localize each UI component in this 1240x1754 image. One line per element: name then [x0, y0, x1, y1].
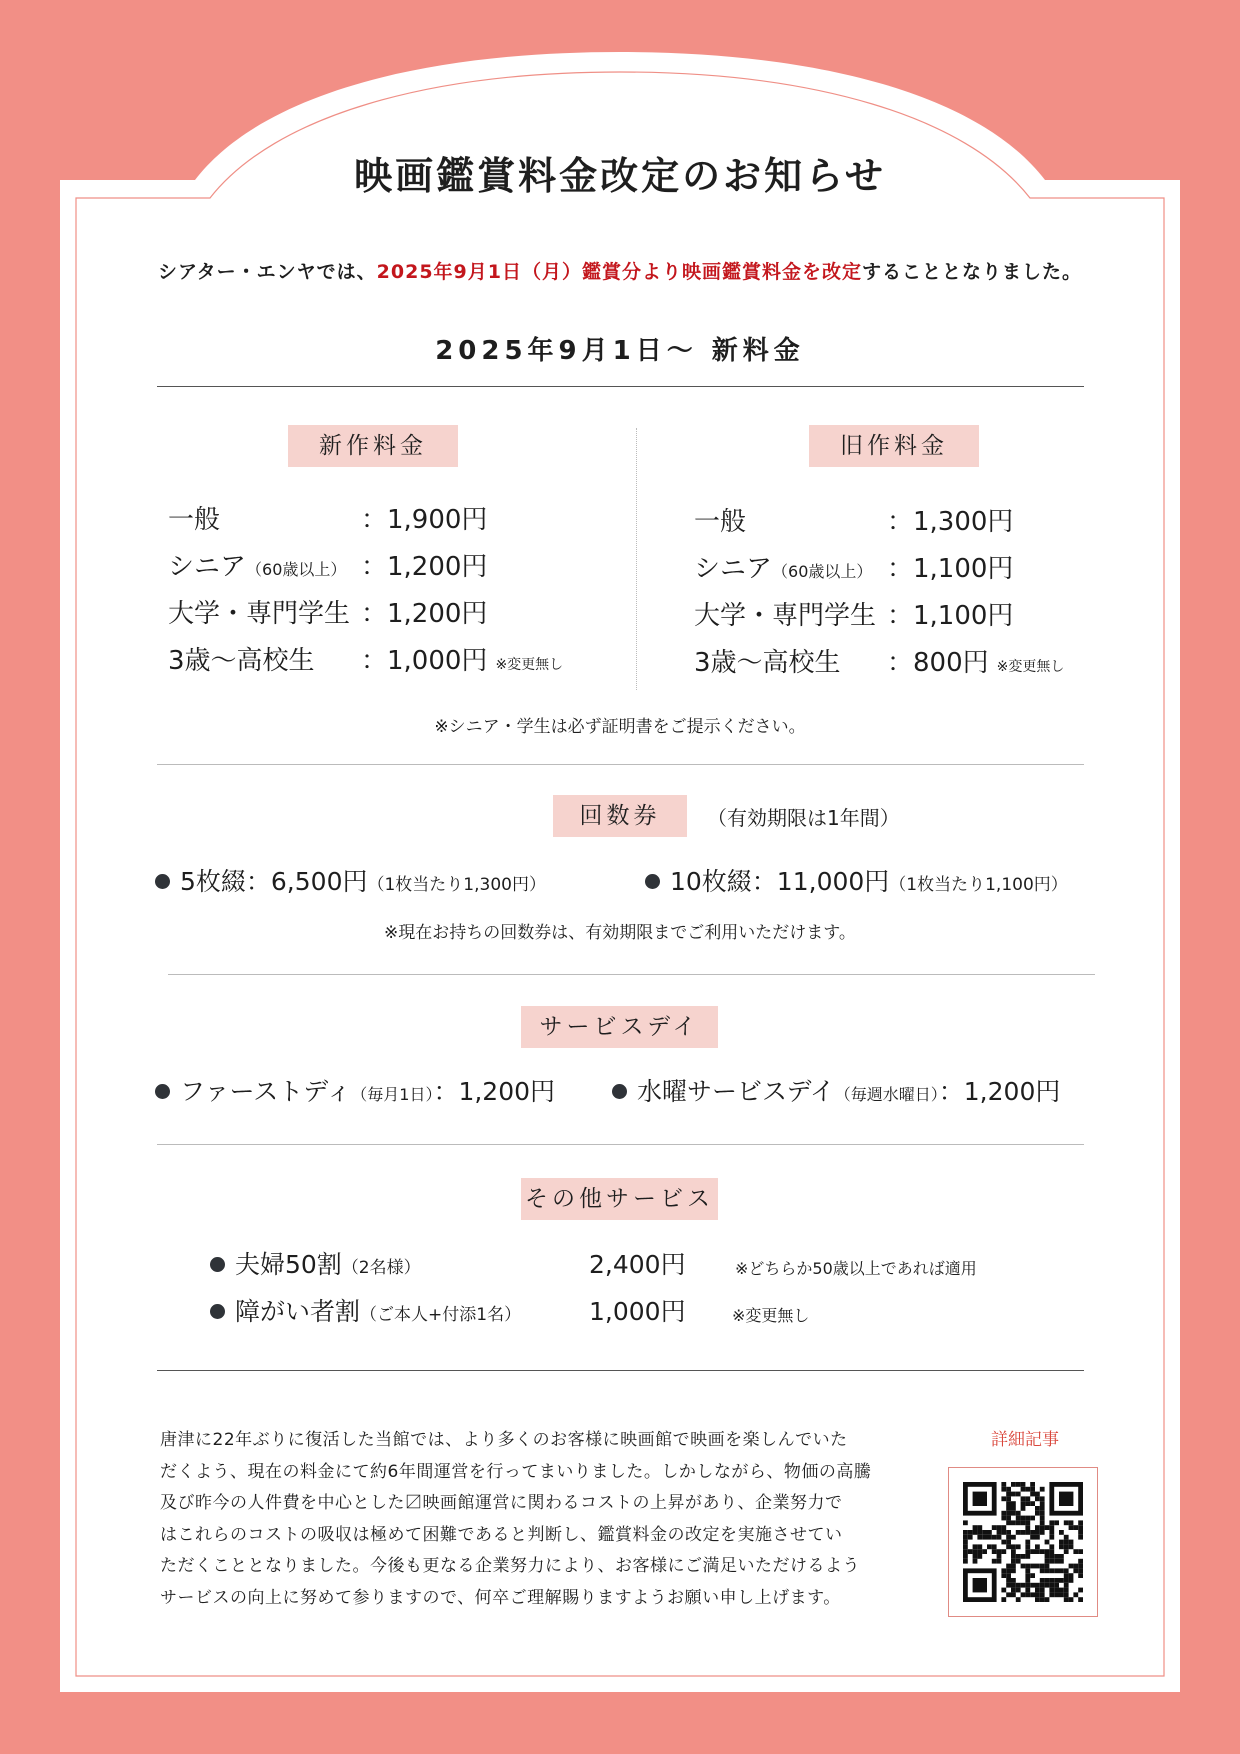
bullet-icon: [155, 874, 170, 889]
explanation-line: サービスの向上に努めて参りますので、何卒ご理解賜りますようお願い申し上げます。: [160, 1587, 841, 1608]
price-label-text: 一般: [168, 505, 221, 535]
price-value: [361, 549, 487, 585]
other-service-price: 2,400円: [589, 1250, 686, 1279]
price-label: [168, 549, 346, 588]
bullet-icon: [155, 1084, 170, 1099]
id-note: ※シニア・学生は必ず証明書をご提示ください。: [434, 717, 806, 737]
price-amount: ：1,100円: [887, 554, 1014, 584]
service-day-item: [155, 1074, 555, 1113]
bullet-icon: [612, 1084, 627, 1099]
coupon-tag: 回数券: [553, 795, 687, 837]
price-label-sub: （60歳以上）: [246, 560, 347, 579]
other-service-label: 夫婦50割: [235, 1250, 342, 1279]
price-label-text: シニア: [168, 552, 247, 582]
price-amount: ：1,200円: [361, 599, 488, 629]
service-day-sub: （毎週水曜日）: [834, 1085, 939, 1104]
price-value: [361, 596, 487, 632]
divider: [157, 386, 1084, 387]
divider: [157, 1144, 1084, 1145]
old-release-tag: 旧作料金: [809, 425, 979, 467]
price-label-text: 一般: [694, 507, 747, 537]
explanation-line: はこれらのコストの吸収は極めて困難であると判断し、鑑賞料金の改定を実施させてい: [160, 1524, 843, 1545]
intro-before: シアター・エンヤでは、: [157, 261, 377, 283]
price-amount: ：1,300円: [887, 507, 1014, 537]
qr-code[interactable]: [948, 1467, 1098, 1617]
bullet-icon: [210, 1304, 225, 1319]
other-service-note: ※変更無し: [732, 1306, 810, 1325]
price-amount: ：1,000円: [361, 646, 488, 676]
other-services-tag: その他サービス: [521, 1178, 718, 1220]
price-amount: ：1,200円: [361, 552, 488, 582]
old_release-price-row: [694, 551, 1134, 587]
coupon-note: ※現在お持ちの回数券は、有効期限までご利用いただけます。: [384, 923, 856, 943]
old_release-price-row: [694, 598, 1134, 634]
price-value: [887, 551, 1013, 587]
service-day-sub: （毎月1日）: [351, 1085, 434, 1104]
intro-after: することとなりました。: [861, 261, 1082, 283]
price-value: [361, 502, 487, 538]
service-day-tag: サービスデイ: [521, 1006, 718, 1048]
price-label: [168, 643, 315, 679]
price-value: [887, 504, 1013, 540]
price-label: [168, 596, 350, 632]
intro-highlight: 2025年9月1日（月）鑑賞分より映画鑑賞料金を改定: [376, 261, 862, 283]
price-label: [168, 502, 220, 538]
price-note: ※変更無し: [996, 659, 1065, 675]
explanation-line: ただくこととなりました。今後も更なる企業努力により、お客様にご満足いただけるよう: [160, 1556, 860, 1576]
new_release-price-row: [168, 549, 608, 585]
service-day-label: 水曜サービスデイ: [637, 1077, 835, 1106]
price-label: [694, 598, 876, 634]
old_release-price-row: [694, 645, 1134, 681]
coupon-item: [155, 864, 546, 903]
column-divider: [636, 428, 637, 690]
other-service-item: [210, 1294, 521, 1333]
coupon-validity: （有効期限は1年間）: [707, 806, 900, 830]
price-label-text: 3歳～高校生: [694, 648, 841, 678]
price-label-sub: （60歳以上）: [772, 562, 873, 581]
explanation-line: 及び昨今の人件費を中心とした〼映画館運営に関わるコストの上昇があり、企業努力で: [160, 1493, 843, 1513]
price-value: [887, 645, 1064, 685]
other-service-price: 1,000円: [589, 1297, 686, 1326]
price-amount: ：800円: [887, 648, 989, 678]
new_release-price-row: [168, 596, 608, 632]
other-service-note: ※どちらか50歳以上であれば適用: [735, 1259, 977, 1278]
price-label: [694, 551, 872, 590]
coupon-item-detail: （1枚当たり1,300円）: [367, 875, 546, 895]
price-value: [361, 643, 563, 683]
explanation-line: だくよう、現在の料金にて約6年間運営を行ってまいりました。しかしながら、物価の高騰: [160, 1461, 872, 1482]
price-label-text: シニア: [694, 554, 773, 584]
coupon-item: [645, 864, 1068, 903]
qr-code-icon: [949, 1468, 1097, 1616]
qr-label: 詳細記事: [991, 1430, 1059, 1450]
coupon-item-detail: （1枚当たり1,100円）: [889, 875, 1068, 895]
price-amount: ：1,100円: [887, 601, 1014, 631]
bullet-icon: [210, 1257, 225, 1272]
other-service-sub: （ご本人+付添1名）: [360, 1305, 522, 1325]
divider: [168, 974, 1095, 975]
other-service-item: [210, 1247, 421, 1286]
new-release-tag: 新作料金: [288, 425, 458, 467]
price-label-text: 3歳～高校生: [168, 646, 315, 676]
price-note: ※変更無し: [495, 657, 564, 673]
new_release-price-row: [168, 502, 608, 538]
intro-text: [0, 257, 1240, 284]
price-label-text: 大学・専門学生: [694, 601, 877, 631]
explanation-text: [160, 1425, 905, 1614]
new_release-price-row: [168, 643, 608, 679]
service-day-price: ：1,200円: [938, 1077, 1061, 1106]
page-title: 映画鑑賞料金改定のお知らせ: [354, 154, 886, 198]
old_release-price-row: [694, 504, 1134, 540]
coupon-item-label: 5枚綴：6,500円: [180, 867, 368, 896]
price-amount: ：1,900円: [361, 505, 488, 535]
new-price-heading: 2025年9月1日～ 新料金: [435, 336, 805, 366]
explanation-line: 唐津に22年ぶりに復活した当館では、より多くのお客様に映画館で映画を楽しんでいた: [160, 1430, 848, 1450]
coupon-item-label: 10枚綴：11,000円: [670, 867, 890, 896]
service-day-price: ：1,200円: [433, 1077, 556, 1106]
other-service-sub: （2名様）: [341, 1258, 421, 1278]
price-label-text: 大学・専門学生: [168, 599, 351, 629]
price-label: [694, 645, 841, 681]
bullet-icon: [645, 874, 660, 889]
other-service-label: 障がい者割: [235, 1297, 361, 1326]
service-day-item: [612, 1074, 1060, 1113]
price-value: [887, 598, 1013, 634]
service-day-label: ファーストディ: [180, 1077, 352, 1106]
divider: [157, 1370, 1084, 1371]
price-label: [694, 504, 746, 540]
divider: [157, 764, 1084, 765]
